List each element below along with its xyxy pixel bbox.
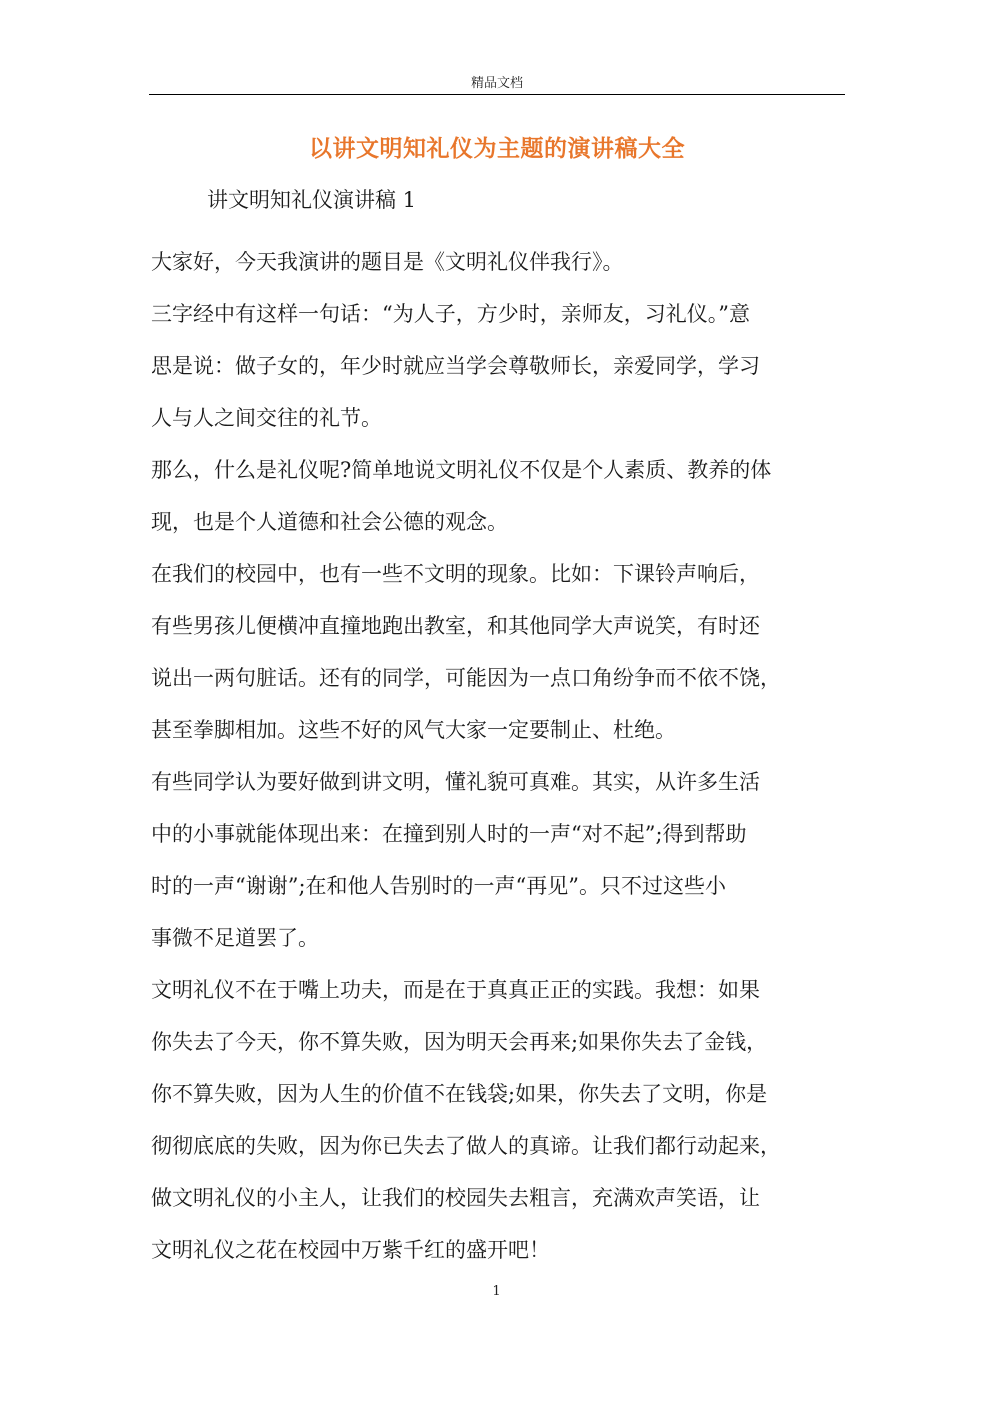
- paragraph: [151, 756, 841, 964]
- paragraph-line: 你失去了今天，你不算失败，因为明天会再来;如果你失去了金钱，: [151, 1030, 768, 1054]
- paragraph-line: 文明礼仪不在于嘴上功夫，而是在于真真正正的实践。我想：如果: [151, 978, 760, 1002]
- paragraph-line: 在我们的校园中，也有一些不文明的现象。比如：下课铃声响后，: [151, 562, 760, 586]
- page-header: [149, 68, 845, 95]
- paragraph-line: 中的小事就能体现出来：在撞到别人时的一声“对不起”;得到帮助: [151, 822, 747, 846]
- paragraph: [151, 548, 841, 756]
- paragraph-line: 文明礼仪之花在校园中万紫千红的盛开吧！: [151, 1238, 550, 1262]
- paragraph-line: 那么，什么是礼仪呢?简单地说文明礼仪不仅是个人素质、教养的体: [151, 458, 772, 482]
- paragraph: [151, 444, 841, 548]
- paragraph-line: 有些男孩儿便横冲直撞地跑出教室，和其他同学大声说笑，有时还: [151, 614, 760, 638]
- paragraph-line: 思是说：做子女的，年少时就应当学会尊敬师长，亲爱同学，学习: [151, 354, 760, 378]
- paragraph-line: 说出一两句脏话。还有的同学，可能因为一点口角纷争而不依不饶，: [151, 666, 781, 690]
- paragraph-line: 甚至拳脚相加。这些不好的风气大家一定要制止、杜绝。: [151, 718, 676, 742]
- document-subtitle: 讲文明知礼仪演讲稿 1: [207, 188, 417, 212]
- paragraph-line: 三字经中有这样一句话：“为人子，方少时，亲师友，习礼仪。”意: [151, 302, 750, 326]
- header-text: 精品文档: [470, 76, 523, 91]
- document-body: [151, 236, 841, 1276]
- document-title: 以讲文明知礼仪为主题的演讲稿大全: [309, 135, 685, 162]
- paragraph: [151, 288, 841, 444]
- paragraph-line: 时的一声“谢谢”;在和他人告别时的一声“再见”。只不过这些小: [151, 874, 727, 898]
- paragraph-line: 大家好，今天我演讲的题目是《文明礼仪伴我行》。: [151, 250, 624, 274]
- paragraph-line: 你不算失败，因为人生的价值不在钱袋;如果，你失去了文明，你是: [151, 1082, 768, 1106]
- page-number: 1: [492, 1284, 501, 1299]
- paragraph: [151, 964, 841, 1276]
- paragraph-line: 做文明礼仪的小主人，让我们的校园失去粗言，充满欢声笑语，让: [151, 1186, 760, 1210]
- paragraph-line: 有些同学认为要好做到讲文明，懂礼貌可真难。其实，从许多生活: [151, 770, 760, 794]
- paragraph-line: 人与人之间交往的礼节。: [151, 406, 382, 430]
- paragraph: [151, 236, 841, 288]
- paragraph-line: 现，也是个人道德和社会公德的观念。: [151, 510, 508, 534]
- paragraph-line: 事微不足道罢了。: [151, 926, 319, 950]
- paragraph-line: 彻彻底底的失败，因为你已失去了做人的真谛。让我们都行动起来，: [151, 1134, 781, 1158]
